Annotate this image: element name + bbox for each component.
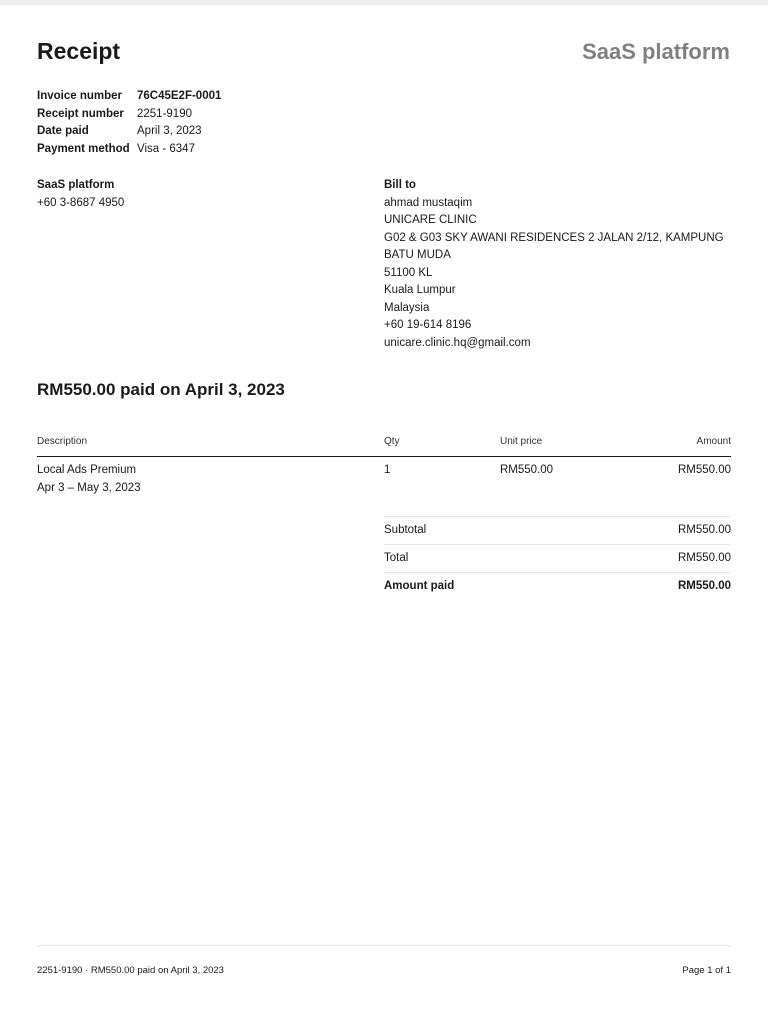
meta-row-payment [37, 141, 221, 159]
page-title: Receipt [37, 38, 121, 64]
table-header [37, 435, 731, 457]
bill-to-line: Kuala Lumpur [384, 284, 456, 296]
bill-to-line: UNICARE CLINIC [384, 214, 477, 226]
meta-row-receipt [37, 106, 221, 124]
receipt-meta [37, 88, 221, 158]
line-item-period: Apr 3 – May 3, 2023 [37, 481, 141, 494]
meta-value: Visa - 6347 [137, 142, 195, 155]
col-unit-price: Unit price [500, 436, 543, 447]
line-item-description [37, 462, 141, 497]
seller-name: SaaS platform [37, 179, 115, 191]
total-value: RM550.00 [677, 552, 731, 564]
bill-to-line: Malaysia [384, 301, 430, 314]
seller-phone: +60 3-8687 4950 [37, 196, 125, 209]
total-row [384, 544, 731, 572]
bill-to-heading: Bill to [384, 179, 416, 191]
amount-paid-row [384, 572, 731, 600]
col-qty: Qty [384, 436, 400, 447]
page-number: Page 1 of 1 [682, 965, 731, 976]
bill-to-line: G02 & G03 SKY AWANI RESIDENCES 2 JALAN 2/12, KAMPUNG [384, 231, 724, 244]
page-footer [37, 945, 731, 976]
bill-to [384, 177, 734, 352]
meta-label: Date paid [37, 125, 89, 137]
line-item-amount: RM550.00 [677, 464, 731, 476]
line-item-unit-price: RM550.00 [500, 464, 554, 476]
meta-label: Invoice number [37, 90, 122, 102]
meta-row-date [37, 123, 221, 141]
amount-paid-label: Amount paid [384, 580, 455, 592]
totals-summary [384, 516, 731, 600]
subtotal-value: RM550.00 [677, 524, 731, 536]
amount-paid-heading: RM550.00 paid on April 3, 2023 [37, 380, 285, 399]
col-description: Description [37, 436, 88, 447]
bill-to-line: BATU MUDA [384, 249, 451, 261]
col-amount: Amount [696, 436, 731, 447]
brand-name: SaaS platform [582, 39, 730, 64]
footer-summary: 2251-9190 · RM550.00 paid on April 3, 2023 [37, 965, 224, 976]
bill-to-line: 51100 KL [384, 266, 433, 279]
bill-to-email: unicare.clinic.hq@gmail.com [384, 336, 531, 349]
seller-info [37, 177, 124, 212]
bill-to-line: +60 19-614 8196 [384, 319, 472, 331]
meta-value: 2251-9190 [137, 107, 192, 120]
subtotal-row [384, 516, 731, 544]
bill-to-line: ahmad mustaqim [384, 196, 473, 209]
meta-value: 76C45E2F-0001 [137, 90, 222, 102]
meta-label: Receipt number [37, 107, 124, 120]
line-item-name: Local Ads Premium [37, 464, 137, 476]
meta-row-invoice [37, 88, 221, 106]
line-item-qty: 1 [384, 464, 391, 476]
meta-value: April 3, 2023 [137, 125, 202, 137]
total-label: Total [384, 552, 409, 564]
subtotal-label: Subtotal [384, 524, 427, 536]
meta-label: Payment method [37, 142, 130, 155]
amount-paid-value: RM550.00 [677, 580, 731, 592]
